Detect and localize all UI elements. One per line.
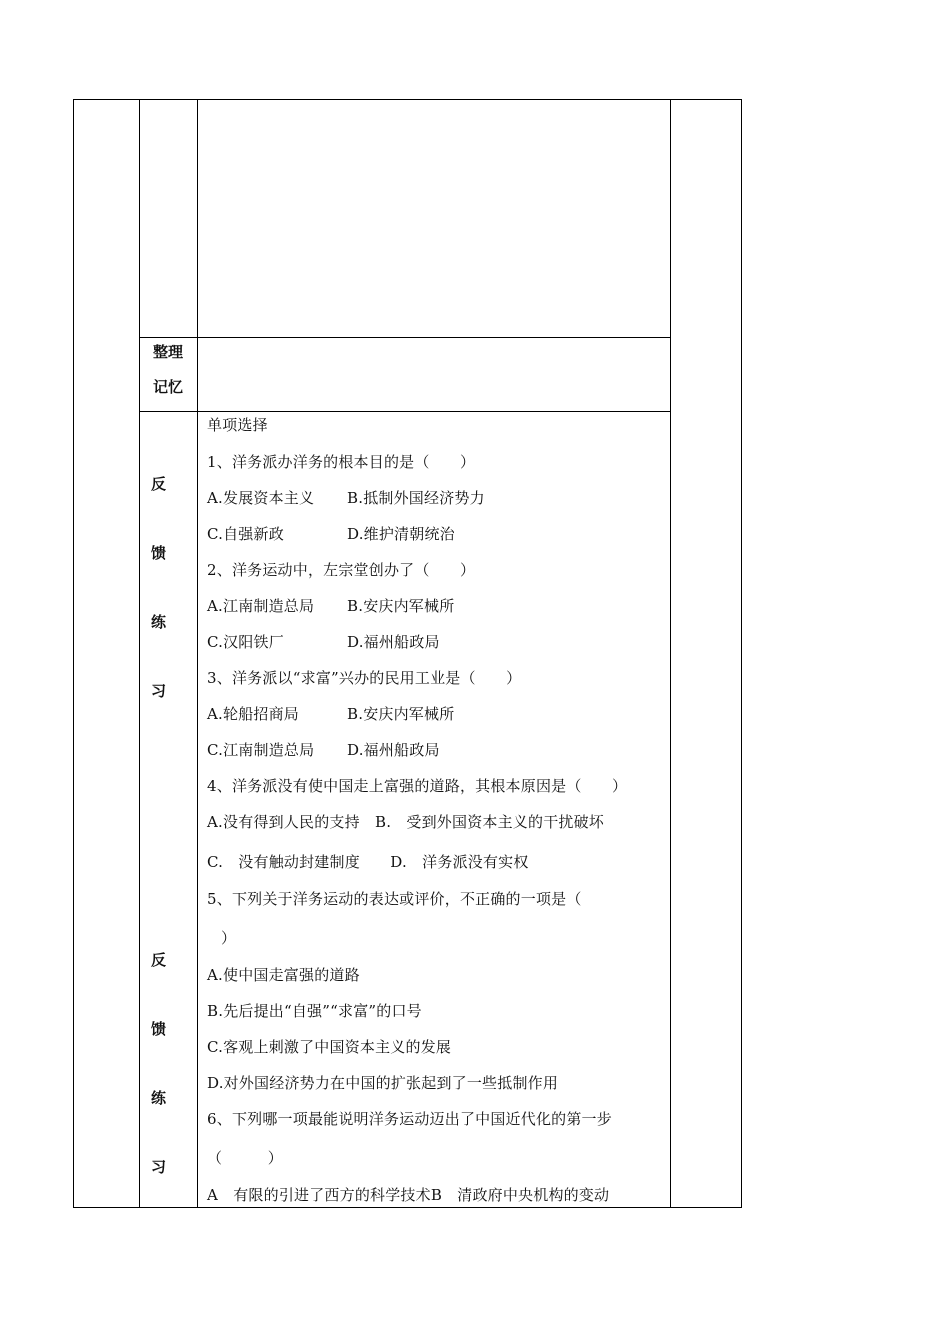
worksheet-table <box>73 99 742 1208</box>
option-c: C.自强新政 <box>207 525 284 543</box>
question-5-option-c: C.客观上刺激了中国资本主义的发展 <box>207 1038 452 1056</box>
question-3-options-ab <box>207 703 455 724</box>
question-1-stem: 1、洋务派办洋务的根本目的是（ ） <box>207 453 476 471</box>
option-a: A.发展资本主义 <box>207 489 315 507</box>
option-d: D.福州船政局 <box>347 741 440 759</box>
exercise-heading: 单项选择 <box>207 416 268 434</box>
question-4-stem: 4、洋务派没有使中国走上富强的道路，其根本原因是（ ） <box>207 777 628 795</box>
summary-label-line2: 记忆 <box>153 378 184 396</box>
column-divider <box>197 100 198 1207</box>
option-b: B.安庆内军械所 <box>347 597 455 615</box>
feedback-label-char: 反 <box>151 951 167 969</box>
question-5-stem-continued: ） <box>221 929 237 947</box>
feedback-label-char: 习 <box>151 682 167 700</box>
question-5-option-a: A.使中国走富强的道路 <box>207 966 360 984</box>
option-c: C.江南制造总局 <box>207 741 315 759</box>
option-d: D.维护清朝统治 <box>347 525 455 543</box>
option-a: A.轮船招商局 <box>207 705 300 723</box>
option-d: D.福州船政局 <box>347 633 440 651</box>
option-a: A.江南制造总局 <box>207 597 315 615</box>
feedback-label-char: 练 <box>151 1089 167 1107</box>
option-b: B.抵制外国经济势力 <box>347 489 485 507</box>
row-divider <box>139 411 670 412</box>
question-5-option-b: B.先后提出“自强”“求富”的口号 <box>207 1002 422 1020</box>
question-2-options-cd <box>207 631 440 652</box>
feedback-label-char: 馈 <box>151 544 167 562</box>
feedback-label-char: 馈 <box>151 1020 167 1038</box>
column-divider <box>670 100 671 1207</box>
question-6-stem: 6、下列哪一项最能说明洋务运动迈出了中国近代化的第一步 <box>207 1110 612 1128</box>
row-divider <box>139 337 670 338</box>
column-divider <box>139 100 140 1207</box>
question-6-stem-continued: （ ） <box>207 1149 284 1167</box>
question-5-stem: 5、下列关于洋务运动的表达或评价，不正确的一项是（ <box>207 890 582 908</box>
option-c: C.汉阳铁厂 <box>207 633 284 651</box>
feedback-label-char: 练 <box>151 613 167 631</box>
question-2-stem: 2、洋务运动中，左宗堂创办了（ ） <box>207 561 476 579</box>
question-1-options-ab <box>207 487 485 508</box>
question-4-options-cd: C. 没有触动封建制度 D. 洋务派没有实权 <box>207 853 529 871</box>
question-3-options-cd <box>207 739 440 760</box>
question-2-options-ab <box>207 595 455 616</box>
question-4-options-ab: A.没有得到人民的支持 B. 受到外国资本主义的干扰破坏 <box>207 813 604 831</box>
option-b: B.安庆内军械所 <box>347 705 455 723</box>
question-5-option-d: D.对外国经济势力在中国的扩张起到了一些抵制作用 <box>207 1074 559 1092</box>
question-6-options-ab: A 有限的引进了西方的科学技术B 清政府中央机构的变动 <box>207 1186 610 1204</box>
question-3-stem: 3、洋务派以“求富”兴办的民用工业是（ ） <box>207 669 522 687</box>
summary-label-line1: 整理 <box>153 343 184 361</box>
feedback-label-char: 习 <box>151 1158 167 1176</box>
question-1-options-cd <box>207 523 455 544</box>
feedback-label-char: 反 <box>151 475 167 493</box>
